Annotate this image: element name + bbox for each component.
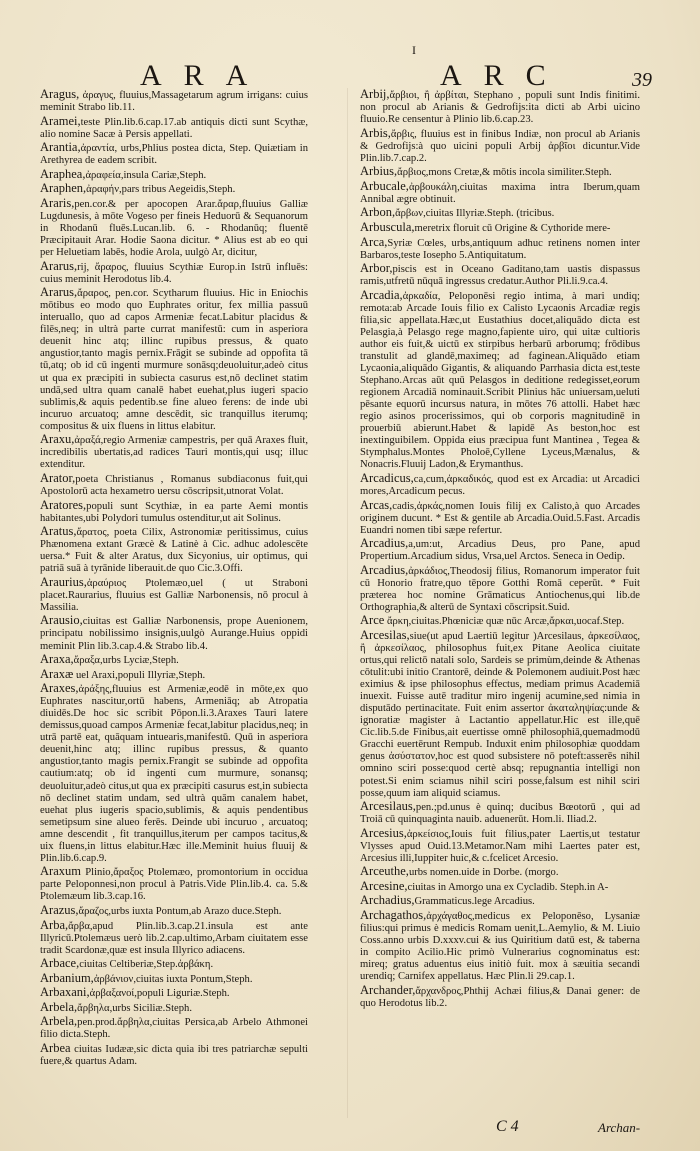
- dictionary-entry: [360, 984, 640, 1010]
- entry-headword: Aratores,: [40, 497, 87, 512]
- dictionary-entry: [360, 564, 640, 614]
- entry-headword: Arbela,: [40, 1014, 78, 1029]
- entry-text: pen.prod.ἄρβηλα,ciuitas Persica,ab Arbelo Athmonei filio dicta.Steph.: [40, 1017, 308, 1041]
- dictionary-entry: [40, 614, 308, 652]
- dictionary-entry: [360, 499, 640, 537]
- entry-text: ἀραφήν,pars tribus Aegeidis,Steph.: [86, 184, 236, 196]
- entry-headword: Arce: [360, 613, 385, 628]
- dictionary-entry: [40, 168, 308, 182]
- entry-text: cadis,ἀρκάς,nomen Iouis filij ex Calisto,à quo Arcades originem ducunt. * Est & gentile ab Arcadia.Ouid.5.Fast. Arcadis Euandri nomen tibi sæpe refertur.: [360, 500, 640, 536]
- dictionary-entry: [40, 182, 308, 196]
- dictionary-entry: [360, 88, 640, 126]
- dictionary-entry: [40, 972, 308, 986]
- dictionary-entry: [360, 127, 640, 165]
- dictionary-entry: [360, 614, 640, 628]
- entry-headword: Araphen,: [40, 181, 87, 196]
- entry-headword: Arcadicus,: [360, 470, 414, 485]
- entry-headword: Arbor,: [360, 261, 393, 276]
- entry-headword: Araxes,: [40, 681, 79, 696]
- dictionary-entry: [360, 909, 640, 983]
- entry-headword: Arcesilas,: [360, 627, 410, 642]
- entry-text: ciuitas est Galliæ Narbonensis, prope Auenionem, principatu nobilissimo insignis,uulgò Aurange.Huius oppidi meminit Plin lib.3.cap.4.& Strabo lib.4.: [40, 616, 308, 652]
- entry-text: Syriæ Cœles, urbs,antiquum adhuc retinens nomen inter Barbaros,teste Iosepho 5.Antiquitatum.: [360, 237, 640, 261]
- dictionary-entry: [360, 180, 640, 206]
- entry-headword: Arbea: [40, 1040, 71, 1055]
- entry-headword: Arbela,: [40, 999, 78, 1014]
- dictionary-entry: [40, 286, 308, 433]
- dictionary-entry: [360, 629, 640, 800]
- entry-headword: Arbanium,: [40, 970, 94, 985]
- dictionary-entry: [360, 880, 640, 894]
- entry-text: ἀρκαδία, Peloponēsi regio intima, à mari undiq; remota:ab Arcade Iouis filio ex Calisto Lycaonis Arcadiæ regis filia,sic appellata.Hæc,ut Eustathius docet,aliquādo dicta est Pelasgia,à Pelasgo rege magno,fapiente uiro, qui uitæ cultioris author eis fuit,& uictū ex stirpibus herbarū arborumq; frōdibus transtulit ad glandē,maximeq; ad faginean.Aliquādo etiam Lycaonia,aliquādo Gigantis, & aliquando Parrhasia dicta est,teste Stephano.Arcas aūt quū Pelasgos in deditione redegisset,eorum regionem Arcadiā nominauit.Scribit Plinius hāc uniuersam,ueluti pēsante equorū incursus natura, in mōtes 76 attolli. Habet hæc regio asinos procerissimos, qui ob corporis magnitudinē in prouerbiū abierunt.Habet & lapidē As beston,hoc est inextinguibilem. Oppida eius præcipua funt Mantinea , Tegea & Stymphalus.Montes Pholoē,Cyllene Lyceus,Mænalus, & Nonacris.Fluuij Ladon,& Erymanthus.: [360, 290, 640, 471]
- entry-text: ciuitas Iudææ,sic dicta quia ibi tres patriarchæ sepulti fuere,& quartus Adam.: [40, 1043, 308, 1068]
- dictionary-entry: [360, 865, 640, 879]
- entry-headword: Arceuthe,: [360, 864, 409, 879]
- entry-text: ἄρβηλα,urbs Siciliæ.Steph.: [77, 1002, 192, 1014]
- dictionary-entry: [360, 221, 640, 235]
- entry-text: ἀρβάνιον,ciuitas iuxta Pontum,Steph.: [93, 973, 253, 985]
- entry-text: meretrix floruit cū Origine & Cythoride mere-: [414, 222, 611, 234]
- entry-headword: Arbon,: [360, 205, 396, 220]
- entry-text: uel Araxi,populi Illyriæ,Steph.: [73, 669, 206, 681]
- entry-text: populi sunt Scythiæ, in ea parte Aemi montis habitantes,ubi Polydori tumulus ostenditur,ut ait Solinus.: [40, 500, 308, 524]
- entry-text: ἀρχάγαθος,medicus ex Peloponēso, Lysaniæ filius:qui primus è medicis Romam uenit,L.Aemylio, & M. Liuio Coss.anno urbis D.xxxv.cui & ius Quiritium datū est, & taberna in compito Acilio.Hic primò Vulnerarius cognominatus est: mireq; gratus aduentus eius initiò fuit. mox à sæuitia secandi urendiq; Carnifex appellatus. Hæc Plin.li 29.cap.1.: [360, 911, 640, 983]
- entry-text: ciuitas in Amorgo una ex Cycladib. Steph.in A-: [407, 881, 609, 893]
- entry-headword: Arbuscula,: [360, 219, 415, 234]
- dictionary-entry: [40, 525, 308, 575]
- dictionary-entry: [360, 165, 640, 179]
- dictionary-entry: [40, 88, 308, 114]
- dictionary-entry: [360, 894, 640, 908]
- entry-headword: Arcesine,: [360, 878, 408, 893]
- entry-text: ἄρβων,ciuitas Illyriæ.Steph. (tricibus.: [395, 208, 555, 220]
- entry-headword: Arbace,: [40, 956, 80, 971]
- entry-text: ἀρβαξανοί,populi Liguriæ.Steph.: [89, 988, 230, 1000]
- entry-headword: Araxu,: [40, 432, 75, 447]
- entry-text: ἄραξα,urbs Lyciæ,Steph.: [73, 655, 179, 667]
- entry-text: pen.cor.& per apocopen Arar.ἄραρ,fluuius Galliæ Lugdunesis, à mōte Vogeso per fineis Heduorū & Sequanorum in Rhodanū fluēs.Lucan.lib. 6. - Rhodanūq; fluentē Præcipitauit Arar. Hodie Saona dicitur. * Alius est ab eo qui per Heluetiam labēs, hodie Arola, uulgò Ar, dicitur,: [40, 198, 308, 259]
- dictionary-entry: [40, 986, 308, 1000]
- entry-headword: Arbius,: [360, 164, 398, 179]
- entry-headword: Archander,: [360, 982, 416, 997]
- entry-headword: Araphea,: [40, 166, 86, 181]
- entry-text: ἄραρος, pen.cor. Scytharum fluuius. Hic in Eniochis mōtibus eo modo quo Euphrates oritur, fex millia passuū interuallo, quo ad capos Armeniæ fecat.Labitur placidus & filēs,neq; in ultrà parte currat manifestū: cum in asperiora deuenit hinc atq; illinc rupibus pressus, & quato angustior,tanto magis pernix.Frāgit se subinde ad oppofita tā tū,atq; ob id cū ingenti murmure sonāsq;deuoluitur,adeò citus ut qua ex præcipiti in subiecta casurus est,nō declinet statim undā,sed ultra quam canalē habet euehat,plus iugeri spacio sublimis,& aquis pedentib.se fine alueo ferens: de inde ubi incuruo arcuatoq; amne descēdit, sic tranquillus iterumq; compositus & uix fluens in littus elabitur.: [40, 288, 308, 432]
- entry-text: ca,cum,ἀρκαδικός, quod est ex Arcadia: ut Arcadici mores,Arcadicum pecus.: [360, 473, 640, 497]
- dictionary-entry: [360, 289, 640, 472]
- dictionary-entry: [360, 827, 640, 865]
- entry-headword: Archadius,: [360, 893, 415, 908]
- dictionary-entry: [360, 800, 640, 826]
- dictionary-entry: [40, 472, 308, 498]
- entry-text: ἀραφεία,insula Cariæ,Steph.: [85, 169, 207, 181]
- entry-text: ἀραξά,regio Armeniæ campestris, per quā Araxes fluit, incredibilis ubertatis,ad radices Tauri montis,qui usq; illuc extenditur.: [40, 435, 308, 471]
- entry-headword: Aragus,: [40, 87, 80, 101]
- column-divider: [347, 88, 348, 1118]
- dictionary-entry: [40, 433, 308, 471]
- dictionary-entry: [40, 115, 308, 141]
- dictionary-entry: [40, 904, 308, 918]
- entry-text: piscis est in Oceano Gaditano,tam uastis dispassus ramis,utfretū nūquā ingressus credatur.Author Pli.li.9.ca.4.: [360, 264, 640, 288]
- entry-text: a,um:ut, Arcadius Deus, pro Pane, apud Propertium.Arcadium sidus, Vrsa,uel Arctos. Seneca in Oedip.: [360, 539, 640, 563]
- signature-mark: C 4: [496, 1118, 519, 1135]
- entry-text: ciuitas Celtiberiæ,Step.ἀρβάκη.: [79, 959, 214, 971]
- dictionary-entry: [360, 262, 640, 288]
- page-number: 39: [632, 69, 652, 91]
- dictionary-entry: [360, 537, 640, 563]
- dictionary-entry: [360, 472, 640, 498]
- entry-headword: Araris,: [40, 195, 75, 210]
- entry-text: ἄρβιοι, ἢ ἀρβίται, Stephano , populi sunt Indis finitimi. non procul ab Arianis & Gedrofijs:ita dicti ab Arbi uicino fluuio.Re censentur à Plinio lib.6.cap.23.: [360, 90, 640, 126]
- entry-text: Plinio,ἄραξος Ptolemæo, promontorium in occidua parte Peloponnesi,non procul à Patris.Vide Plin.lib.4. ca. 5.& Ptolemæum lib.3.cap.16.: [40, 867, 308, 903]
- entry-text: ἄραζος,urbs iuxta Pontum,ab Arazo duce.Steph.: [78, 906, 282, 917]
- entry-text: ἄρβις, fluuius est in finibus Indiæ, non procul ab Arianis & Gedrofijs:à quo uicini populi Arbij ἀρβῖοι dicuntur.Vide Plin.lib.7.cap.2.: [360, 128, 640, 164]
- entry-headword: Aratus,: [40, 524, 77, 539]
- dictionary-entry: [360, 206, 640, 220]
- dictionary-entry: [40, 576, 308, 614]
- entry-headword: Aramei,: [40, 113, 81, 128]
- running-head-right: ARC: [440, 59, 568, 92]
- entry-headword: Arausio,: [40, 613, 83, 628]
- entry-text: Grammaticus.lege Arcadius.: [414, 896, 535, 908]
- entry-text: ἄρβιος,mons Cretæ,& mōtis incola similiter.Steph.: [397, 167, 612, 179]
- entry-text: ἀραύριος Ptolemæo,uel ( ut Straboni placet.Raurarius, fluuius est Galliæ Narbonensis, nō procul à Massilia.: [40, 577, 308, 613]
- entry-headword: Araxum: [40, 864, 81, 879]
- entry-headword: Arazus,: [40, 903, 79, 917]
- running-head-left: ARA: [140, 59, 270, 92]
- left-column: [40, 88, 308, 1069]
- dictionary-entry: [40, 1001, 308, 1015]
- dictionary-entry: [40, 1042, 308, 1068]
- entry-headword: Arator,: [40, 470, 76, 485]
- entry-text: pen.;pd.unus è quinq; ducibus Bœotorū , qui ad Troiā cū quinquaginta nauib. aduenerūt. Hom.li. Iliad.2.: [360, 802, 640, 826]
- entry-text: urbs nomen.uide in Dorbe. (morgo.: [408, 867, 559, 879]
- entry-headword: Araxæ: [40, 666, 74, 681]
- dictionary-entry: [40, 653, 308, 667]
- dictionary-entry: [40, 682, 308, 865]
- entry-headword: Arcesilaus,: [360, 799, 416, 814]
- dictionary-entry: [40, 197, 308, 259]
- entry-text: ἀραγυς, fluuius,Massagetarum agrum irrigans: cuius meminit Strabo lib.11.: [40, 90, 308, 114]
- entry-text: teste Plin.lib.6.cap.17.ab antiquis dicti sunt Scythæ, alio nomine Sacæ à Persis appellati.: [40, 116, 308, 140]
- entry-text: ἀραντία, urbs,Phlius postea dicta, Step. Quiætiam in Arethyrea de eadem scribit.: [40, 143, 308, 167]
- entry-text: ἀρβουκάλη,ciuitas maxima intra Iberum,quam Annibal ægre obtinuit.: [360, 181, 640, 205]
- entry-headword: Ararus,: [40, 285, 78, 300]
- entry-headword: Arcas,: [360, 497, 393, 512]
- entry-text: ἄρατος, poeta Cilix, Astronomiæ peritissimus, cuius Phænomena extant Græcè & Latinè à Cic. adhuc adolescēte uersa.* Fuit & alter Aratus, dux Sicyonius, uir optimus, qui patriā suā à tyrānide liberauit.de quo Cic.3.Offi.: [40, 527, 308, 575]
- dictionary-entry: [40, 1015, 308, 1041]
- entry-headword: Arcadius,: [360, 562, 409, 577]
- entry-headword: Archagathos,: [360, 908, 427, 922]
- entry-text: ἀρκείσιος,Iouis fuit filius,pater Laertis,ut testatur Vlysses apud Ouid.13.Metamor.Nam mihi Laertes pater est, Arcesius illi,Iuppiter huic,& c.fcelicet Arcesio.: [360, 828, 640, 864]
- entry-text: ἀρκάδιος,Theodosij filius, Romanorum imperator fuit cū Honorio fratre,quo tēpore Gotthi Romā ceperūt. * Fuit præterea hoc nomine Grāmaticus Antiochenus,qui lib.de Orthographia,& alterū de Syntaxi cōscripsit.Suid.: [360, 565, 640, 613]
- entry-headword: Arbis,: [360, 125, 391, 140]
- dictionary-entry: [40, 499, 308, 525]
- entry-headword: Araurius,: [40, 574, 87, 589]
- dictionary-entry: [40, 919, 308, 957]
- catchword: Archan-: [598, 1120, 641, 1135]
- entry-text: rij, ἄραρος, fluuius Scythiæ Europ.in Istrū influēs: cuius meminit Herodotus lib.4.: [40, 261, 308, 285]
- entry-text: ἄρκη,ciuitas.Phœniciæ quæ nūc Arcæ,ἄρκαι,uocaf.Step.: [384, 616, 625, 628]
- entry-headword: Araxa,: [40, 652, 74, 667]
- page-footer: [0, 1118, 700, 1142]
- entry-headword: Ararus,: [40, 258, 78, 273]
- dictionary-entry: [40, 141, 308, 167]
- dictionary-entry: [360, 236, 640, 262]
- entry-text: ἄρβα,apud Plin.lib.3.cap.21.insula est ante Illyricū.Ptolemæus uerò lib.2.cap.ultimo,Arbam ciuitatem esse tradit Scardonæ,quæ est insula Illyrico adiacens.: [40, 920, 308, 956]
- entry-text: ἄρχανδρος,Phthij Achæi filius,& Danai gener: de quo Herodotus lib.2.: [360, 985, 640, 1009]
- entry-headword: Arca,: [360, 234, 388, 249]
- dictionary-entry: [40, 957, 308, 971]
- entry-text: poeta Christianus , Romanus subdiaconus fuit,qui Apostolorū acta hexametro uersu cōscripsit,utnorat Volat.: [40, 473, 308, 497]
- entry-headword: Arba,: [40, 917, 69, 932]
- entry-headword: Arcesius,: [360, 825, 407, 840]
- entry-headword: Arcadius,: [360, 536, 409, 551]
- entry-headword: Arbaxani,: [40, 985, 90, 1000]
- entry-headword: Arantia,: [40, 140, 81, 155]
- dictionary-entry: [40, 865, 308, 903]
- page-mark: I: [412, 43, 416, 57]
- entry-text: siue(ut apud Laertiū legitur )Arcesilaus, ἀρκεσίλαος, ἢ ἀρκεσίλαος, philosophus fuit,ex Pitane Aeolica ciuitate ortus,qui relictō natali solo, Sardeis se primùm,deinde & Athenas cōtulit:ubi initio Crantorē, deinde & Polemonem audiuit.Post hæc eximius & ipse philosophus effectus, mediam primus Academiā inuexit. Fuisse autē traditur miro ingenij acumine,sed nimia in disputādo pertinacitate. Fuit enim assertor ἀκαταληψίας:unde & ignoratiæ magister à Lactantio appellatur.Hic est ille,quē Cic.lib.5.de Finibus,ait euertisse omnē philosophiā,quemadmodū Gracchi euertērunt Rempub. Induxit enim philosophiæ quoddam genus ἀσύστατον,hoc est quod subsistere nō poteft:asserēs nihil omnino sciri posse:quod certè absq; repugnantia intelligi non potest.Si enim sciamus nihil sciri posse,falsum est nihil sciri posse,quum iam aliquid sciamus.: [360, 630, 640, 799]
- dictionary-entry: [40, 260, 308, 286]
- right-column: [360, 88, 640, 1010]
- entry-headword: Arcadia,: [360, 287, 403, 302]
- entry-headword: Arbij,: [360, 87, 390, 101]
- entry-headword: Arbucale,: [360, 178, 409, 193]
- dictionary-entry: [40, 668, 308, 682]
- entry-text: ἀράξης,fluuius est Armeniæ,eodē in mōte,ex quo Euphrates nascitur,ortū habens, Armeniāq; ab Atropatia diuidēs.De hoc sic scribit Pōpon.li.3.Araxes Tauri latere demissus,quoad campos Armeniæ fecat,labitur placidus,neq; in utrā partē eat, quāquam intuearis,manifestū. Quū in asperiora deuenit,hinc atq; illinc rupibus pressus, & quanto angustior,tanto magis pernix.Frangit se subinde ad oppofita cautium:atq; ob id ingenti cum murmure, sonansq; deuoluitur,adeò citus,ut qua ex præcipiti casurus est,in subiecta nō declinet statim undam, sed ultrà quām canalem habet, euehat plus iugeris spacio,sublimis, & aquis pendentibus semetipsum sine alueo ferēs. Deinde ubi incuruo , arcuatoq; amne descendit , fit tranquillus,iterum per campos tacitus,& uix fluens,in littus elabitur.Hæc ille.Meminit huius fluuij & Plin.lib.6.cap.9.: [40, 684, 308, 864]
